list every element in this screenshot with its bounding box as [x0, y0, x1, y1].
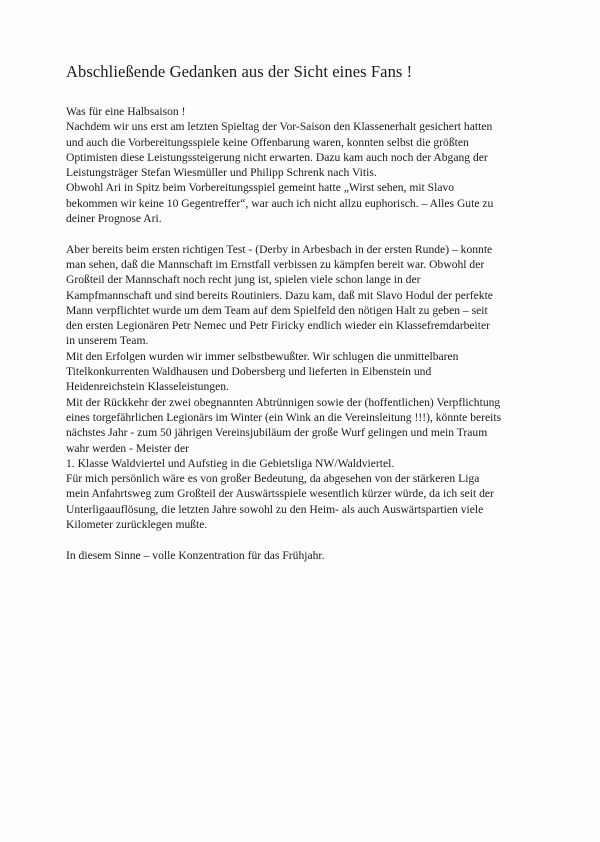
text-line: Was für eine Halbsaison ! — [66, 105, 186, 118]
paragraph-spacer — [66, 532, 566, 547]
text-line: deiner Prognose Ari. — [66, 212, 162, 226]
text-line: Kilometer zurücklegen mußte. — [66, 518, 208, 532]
document-body — [66, 104, 566, 563]
text-line: Aber bereits beim ersten richtigen Test - (Derby in Arbesbach in der ersten Runde) – konnte — [66, 242, 493, 256]
paragraph-closing — [66, 548, 566, 563]
text-line: Kampfmannschaft und sind bereits Routiniers. Dazu kam, daß mit Slavo Hodul der perfekte — [66, 288, 493, 302]
text-line: wahr werden - Meister der — [66, 441, 189, 455]
text-line: in unserem Team. — [66, 334, 149, 348]
text-line: Unterligaauflösung, die letzten Jahre sowohl zu den Heim- als auch Auswärtspartien viele — [66, 502, 484, 516]
text-line: Nachdem wir uns erst am letzten Spieltag der Vor-Saison den Klassenerhalt gesichert hatten — [66, 120, 493, 134]
paragraph-season — [66, 242, 566, 533]
text-line: nächstes Jahr - zum 50 jährigen Vereinsjubiläum der große Wurf gelingen und mein Traum — [66, 426, 488, 440]
text-line: Mit den Erfolgen wurden wir immer selbstbewußter. Wir schlugen die unmittelbaren — [66, 349, 459, 363]
text-line: Titelkonkurrenten Waldhausen und Dobersberg und lieferten in Eibenstein und — [66, 365, 432, 379]
text-line: Mit der Rückkehr der zwei obegnannten Abtrünnigen sowie der (hoffentlichen) Verpflichtung — [66, 395, 501, 409]
closing-line: In diesem Sinne – volle Konzentration für das Frühjahr. — [66, 548, 325, 562]
paragraph-intro — [66, 104, 566, 226]
text-line: Leistungsträger Stefan Wiesmüller und Philipp Schrenk nach Vitis. — [66, 166, 377, 180]
text-line: mein Anfahrtsweg zum Großteil der Auswärtsspiele wesentlich kürzer würde, da ich seit der — [66, 487, 494, 501]
text-line: Mann verpflichtet wurde um dem Team auf dem Spielfeld den nötigen Halt zu geben – seit — [66, 303, 488, 317]
text-line: Heidenreichstein Klasseleistungen. — [66, 380, 229, 394]
text-line: bekommen wir keine 10 Gegentreffer“, war auch ich nicht allzu euphorisch. – Alles Gute zu — [66, 196, 494, 210]
text-line: den ersten Legionären Petr Nemec und Petr Firicky endlich wieder ein Klassefremdarbeiter — [66, 319, 490, 333]
paragraph-spacer — [66, 226, 566, 241]
text-line: Obwohl Ari in Spitz beim Vorbereitungsspiel gemeint hatte „Wirst sehen, mit Slavo — [66, 181, 455, 195]
text-line: und auch die Vorbereitungsspiele keine Offenbarung waren, konnten selbst die größten — [66, 135, 469, 149]
text-line: Großteil der Mannschaft noch recht jung ist, spielen viele schon lange in der — [66, 273, 421, 287]
text-line: Für mich persönlich wäre es von großer Bedeutung, da abgesehen von der stärkeren Liga — [66, 472, 480, 486]
text-line: eines torgefährlichen Legionärs im Winter (ein Wink an die Vereinsleitung !!!), könnte bereits — [66, 410, 502, 424]
text-line: Optimisten diese Leistungssteigerung nicht erwarten. Dazu kam auch noch der Abgang der — [66, 150, 488, 164]
document-title: Abschließende Gedanken aus der Sicht eines Fans ! — [66, 62, 413, 81]
text-line: 1. Klasse Waldviertel und Aufstieg in die Gebietsliga NW/Waldviertel. — [66, 456, 395, 470]
text-line: man sehen, daß die Mannschaft im Ernstfall verbissen zu kämpfen bereit war. Obwohl der — [66, 257, 485, 271]
